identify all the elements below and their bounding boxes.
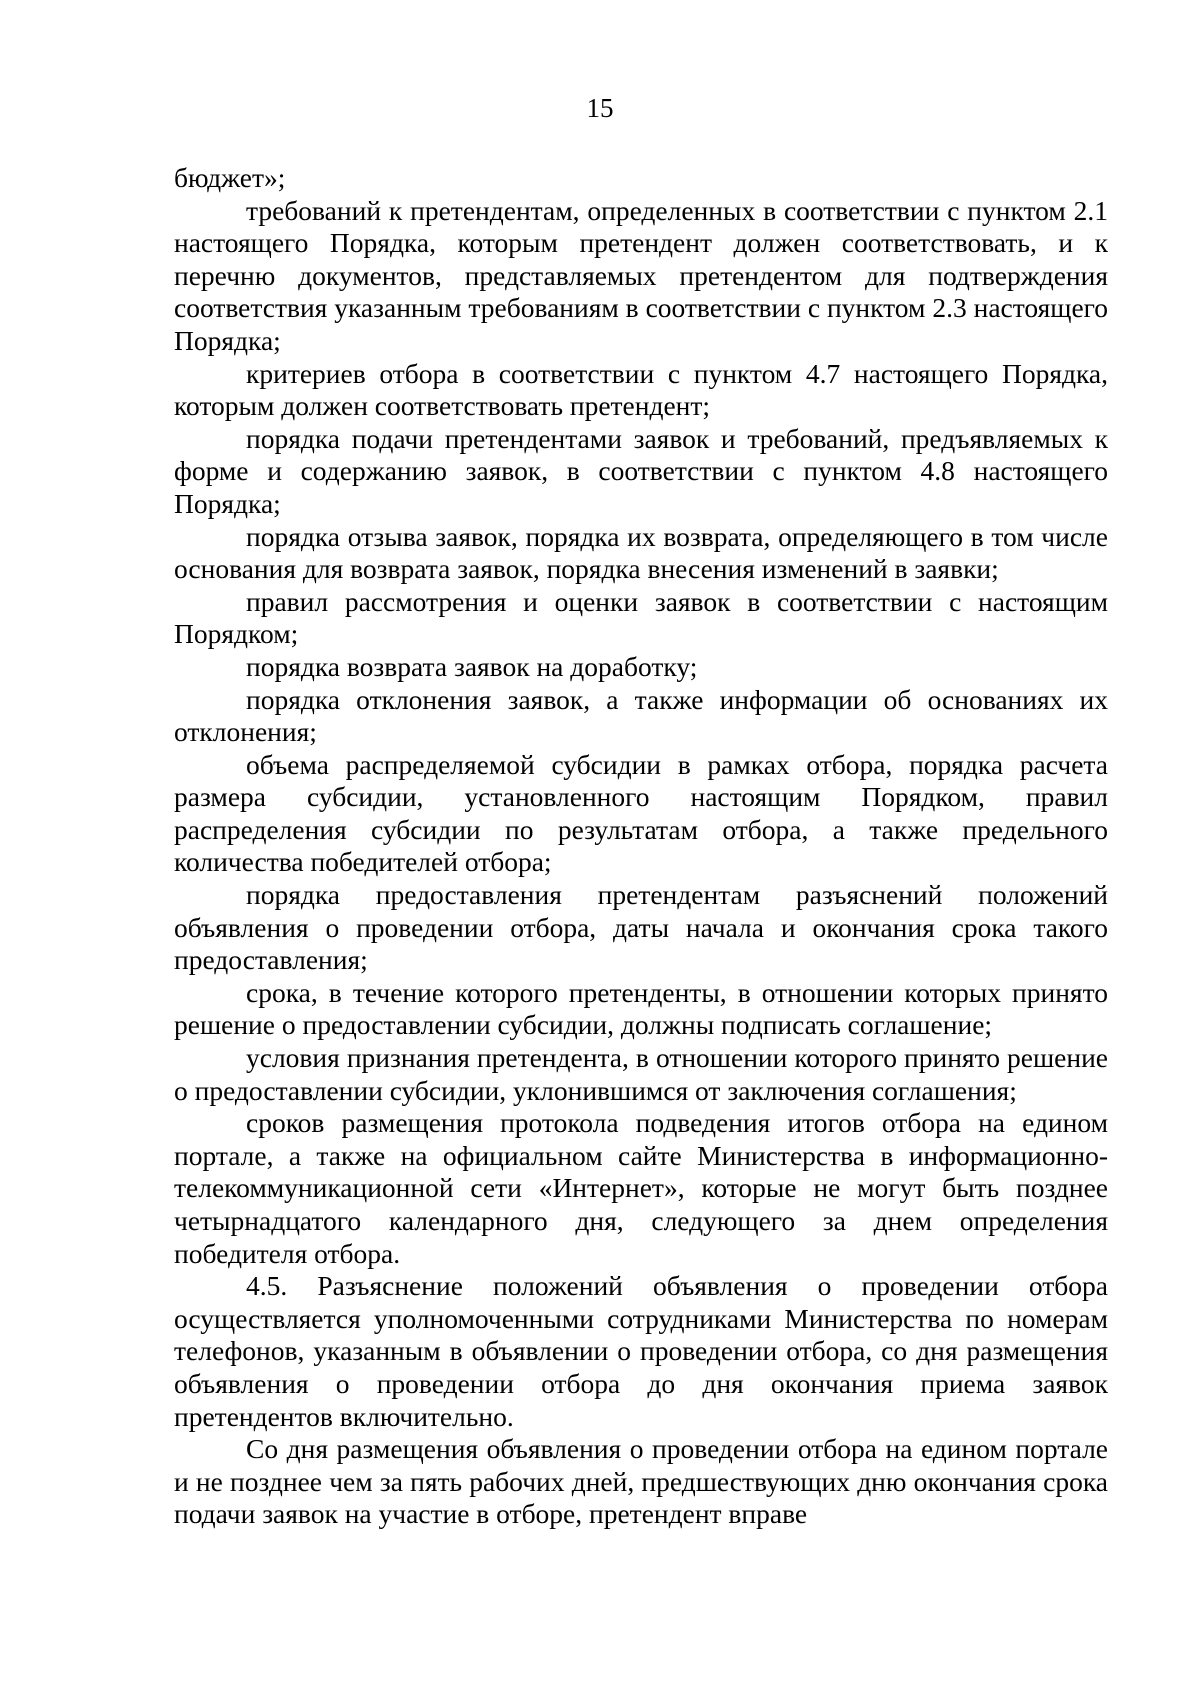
paragraph-protocol-publication: сроков размещения протокола подведения итогов отбора на едином портале, а также на официальном сайте Министерства в информационно-телекоммуникационной сети «Интернет», которые не могут быть позднее четырнадцатого календарного дня, следующего за днем определения победителя отбора. xyxy=(174,1107,1108,1269)
document-body xyxy=(174,162,1108,1531)
paragraph-request-clarification: Со дня размещения объявления о проведении отбора на едином портале и не позднее чем за пять рабочих дней, предшествующих дню окончания срока подачи заявок на участие в отборе, претендент вправе xyxy=(174,1433,1108,1530)
paragraph-review-rules: правил рассмотрения и оценки заявок в соответствии с настоящим Порядком; xyxy=(174,585,1108,650)
paragraph-requirements: требований к претендентам, определенных в соответствии с пунктом 2.1 настоящего Порядка, которым претендент должен соответствовать, и к перечню документов, представляемых претендентом для подтверждения соответствия указанным требованиям в соответствии с пунктом 2.3 настоящего Порядка; xyxy=(174,194,1108,356)
paragraph-rejection-procedure: порядка отклонения заявок, а также информации об основаниях их отклонения; xyxy=(174,683,1108,748)
paragraph-section-4-5: 4.5. Разъяснение положений объявления о проведении отбора осуществляется уполномоченными сотрудниками Министерства по номерам телефонов, указанным в объявлении о проведении отбора, со дня размещения объявления о проведении отбора до дня окончания приема заявок претендентов включительно. xyxy=(174,1270,1108,1432)
page-number: 15 xyxy=(586,93,614,123)
paragraph-return-for-revision: порядка возврата заявок на доработку; xyxy=(246,650,698,682)
paragraph-evasion-conditions: условия признания претендента, в отношении которого принято решение о предоставлении субсидии, уклонившимся от заключения соглашения; xyxy=(174,1042,1108,1106)
paragraph-withdrawal-procedure: порядка отзыва заявок, порядка их возврата, определяющего в том числе основания для возврата заявок, порядка внесения изменений в заявки; xyxy=(174,520,1108,585)
paragraph-submission-procedure: порядка подачи претендентами заявок и требований, предъявляемых к форме и содержанию заявок, в соответствии с пунктом 4.8 настоящего Порядка; xyxy=(174,422,1108,519)
paragraph-subsidy-volume: объема распределяемой субсидии в рамках отбора, порядка расчета размера субсидии, установленного настоящим Порядком, правил распределения субсидии по результатам отбора, а также предельного количества победителей отбора; xyxy=(174,748,1108,878)
paragraph-selection-criteria: критериев отбора в соответствии с пунктом 4.7 настоящего Порядка, которым должен соответствовать претендент; xyxy=(174,357,1108,422)
paragraph-clarifications: порядка предоставления претендентам разъяснений положений объявления о проведении отбора, даты начала и окончания срока такого предоставления; xyxy=(174,879,1108,976)
paragraph-agreement-deadline: срока, в течение которого претенденты, в отношении которых принято решение о предоставлении субсидии, должны подписать соглашение; xyxy=(174,976,1108,1041)
paragraph-budget-end: бюджет»; xyxy=(174,162,286,193)
